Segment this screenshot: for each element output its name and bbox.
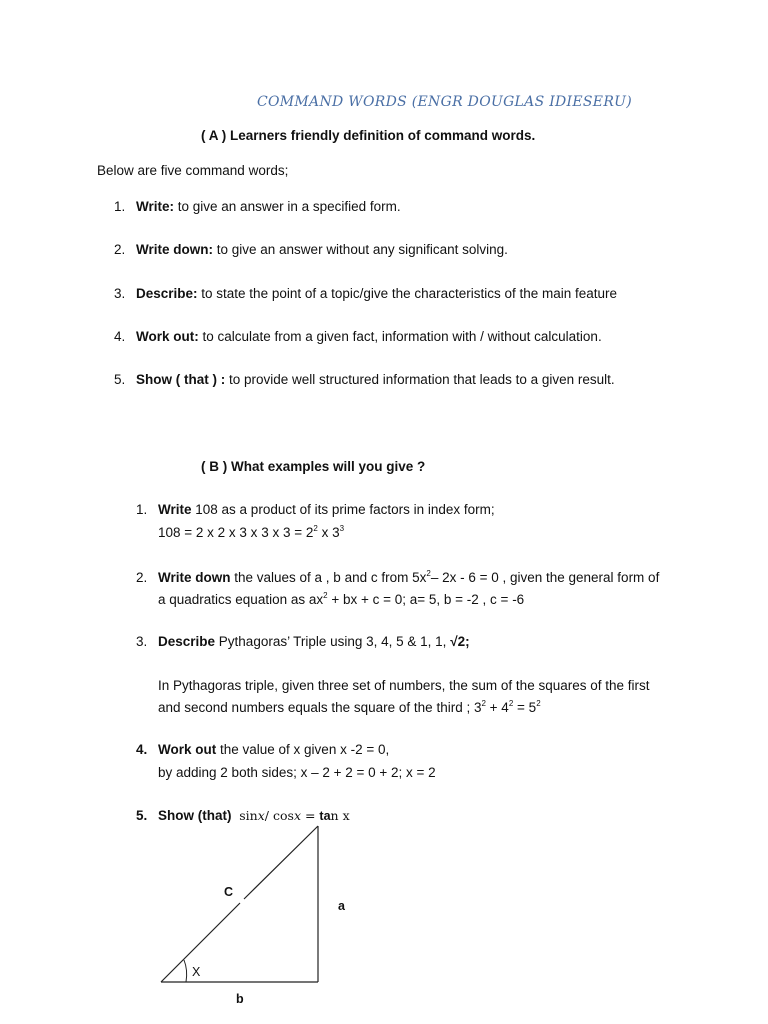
- list-item: 5. Show ( that ) : to provide well structured information that leads to a given result.: [114, 372, 615, 387]
- angle-arc: [184, 960, 187, 982]
- example-2-line-2: a quadratics equation as $ax^2$ + bx + c = 0; a= 5, b = -2 , c = -6: [158, 591, 525, 607]
- example-4-line-2: by adding 2 both sides; x – 2 + 2 = 0 + 2; x = 2: [158, 765, 436, 780]
- example-3-paragraph-2: and second numbers equals the square of the third ; $3^2 + 4^2 = 5^2$: [158, 699, 541, 715]
- triangle-hypotenuse-upper: [244, 826, 318, 899]
- label-b: b: [236, 992, 244, 1006]
- label-x: X: [192, 965, 201, 979]
- label-a: a: [338, 899, 345, 913]
- list-item: 3. Describe: to state the point of a topic/give the characteristics of the main feature: [114, 286, 618, 301]
- triangle-hypotenuse-lower: [161, 903, 240, 982]
- example-5: 5. Show (that) sinx/ cosx = tan x: [136, 808, 350, 823]
- example-1: 1. Write 108 as a product of its prime factors in index form;: [136, 502, 495, 517]
- label-c: C: [224, 885, 234, 899]
- list-item: 2. Write down: to give an answer without any significant solving.: [114, 242, 508, 257]
- trig-identity: sinx/ cosx = tan x: [239, 808, 350, 823]
- list-item: 4. Work out: to calculate from a given fact, information with / without calculation.: [114, 329, 602, 344]
- page-title: COMMAND WORDS (ENGR DOUGLAS IDIESERU): [257, 94, 633, 110]
- section-a-intro: Below are five command words;: [97, 163, 289, 178]
- example-3-paragraph-1: In Pythagoras triple, given three set of numbers, the sum of the squares of the first: [158, 678, 650, 693]
- example-2: 2. Write down the values of a , b and c from $5x^2-$ 2x - 6 = 0 , given the general form of: [136, 569, 660, 585]
- section-a-heading: ( A ) Learners friendly definition of command words.: [201, 128, 536, 143]
- list-item: 1. Write: to give an answer in a specified form.: [114, 199, 401, 214]
- example-3: 3. Describe Pythagoras’ Triple using 3, 4, 5 & 1, 1, √2;: [136, 634, 470, 649]
- example-4: 4. Work out the value of x given x -2 = 0,: [136, 742, 390, 757]
- example-1-line-2: 108 = 2 x 2 x 3 x 3 x $3 = 2^2$ x $3^3$: [158, 524, 345, 540]
- section-b-heading: ( B ) What examples will you give ?: [201, 459, 426, 474]
